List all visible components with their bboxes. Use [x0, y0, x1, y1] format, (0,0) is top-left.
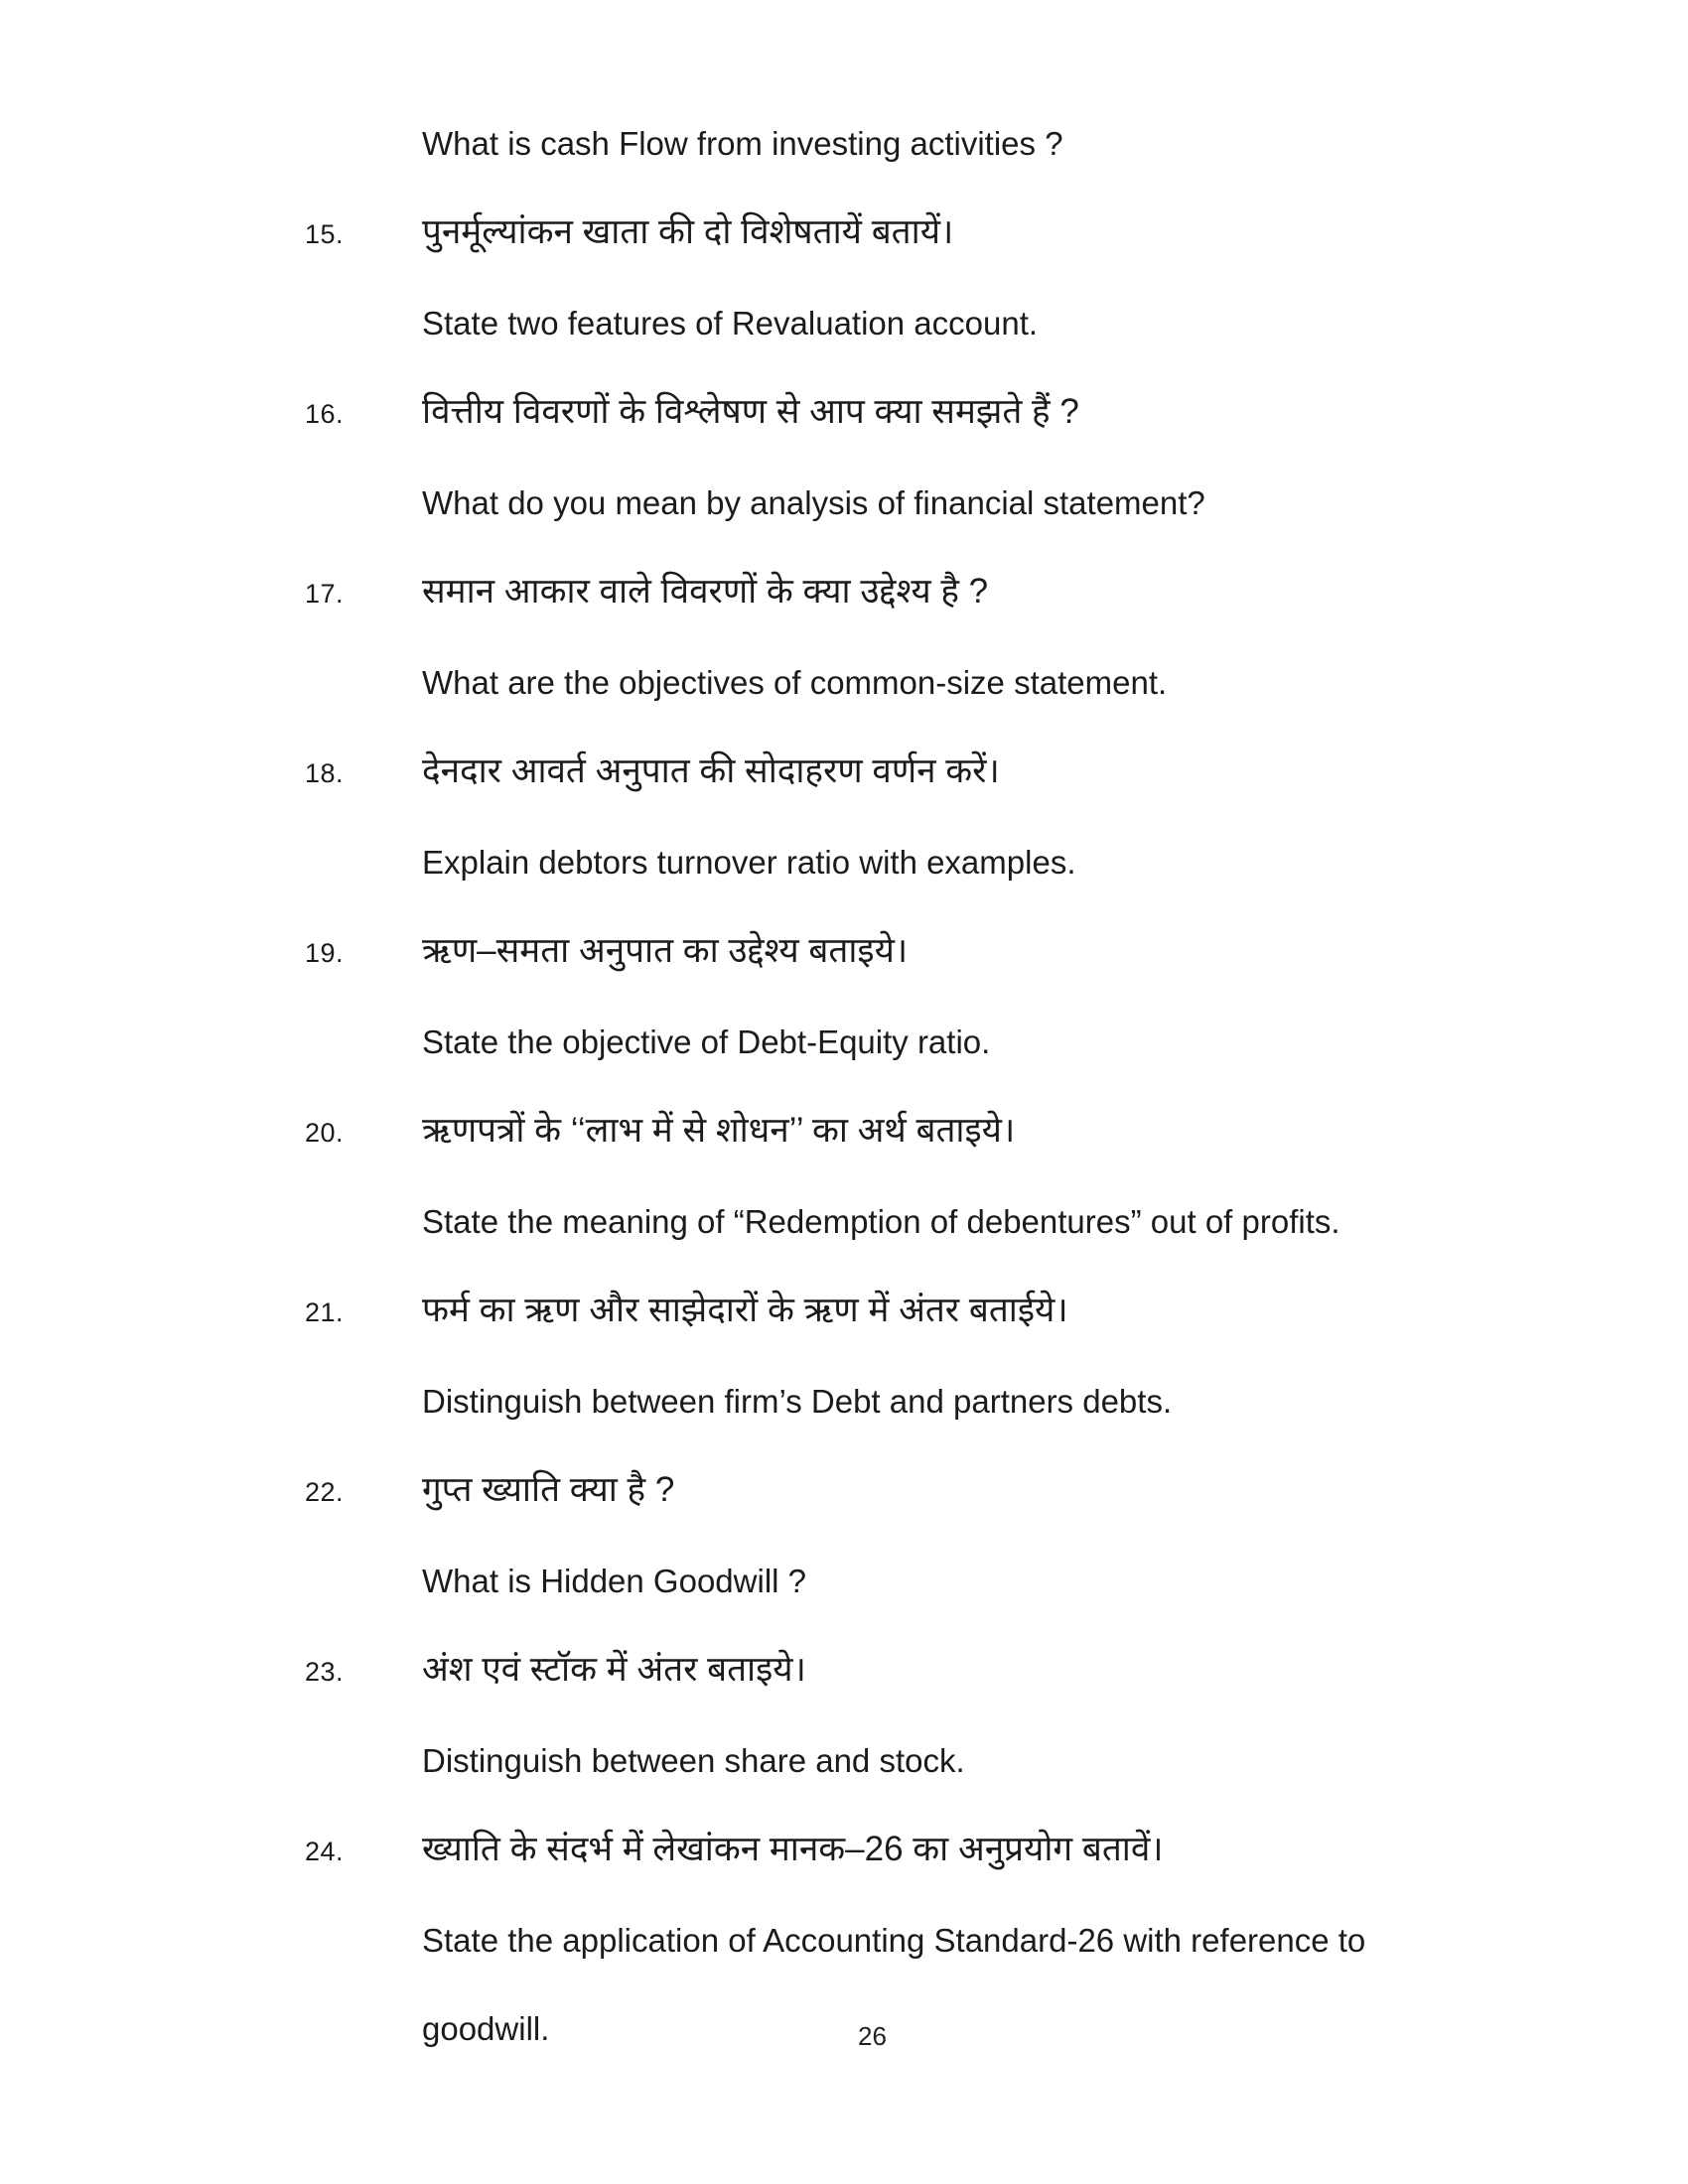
question-row	[305, 99, 1546, 188]
question-text-hindi: पुनर्मूल्यांकन खाता की दो विशेषतायें बतायें।	[422, 212, 954, 251]
question-row	[305, 1266, 1546, 1357]
question-row	[305, 1537, 1546, 1625]
question-row	[305, 1625, 1546, 1716]
question-number: 18.	[305, 758, 345, 788]
question-text-english: What are the objectives of common-size statement.	[422, 664, 1168, 701]
question-text-hindi: ख्याति के संदर्भ में लेखांकन मानक–26 का अनुप्रयोग बतावें।	[422, 1830, 1164, 1868]
question-row	[305, 1716, 1546, 1805]
question-text-hindi: समान आकार वाले विवरणों के क्या उद्देश्य है ?	[422, 572, 989, 611]
question-number: 17.	[305, 579, 345, 609]
question-number: 24.	[305, 1837, 345, 1866]
question-number: 15.	[305, 219, 345, 249]
question-text-english: State two features of Revaluation account.	[422, 305, 1039, 341]
question-row	[305, 998, 1546, 1086]
question-text-hindi: वित्तीय विवरणों के विश्लेषण से आप क्या समझते हैं ?	[422, 392, 1079, 431]
question-row	[305, 188, 1546, 279]
question-row	[305, 1177, 1546, 1266]
page-number: 26	[858, 2021, 887, 2051]
question-text-hindi: गुप्त ख्याति क्या है ?	[422, 1470, 675, 1509]
question-row	[305, 638, 1546, 727]
question-text-english: Explain debtors turnover ratio with examples.	[422, 844, 1076, 881]
question-row	[305, 279, 1546, 367]
question-row	[305, 547, 1546, 638]
question-text-hindi: देनदार आवर्त अनुपात की सोदाहरण वर्णन करें।	[422, 751, 1000, 790]
question-number: 23.	[305, 1657, 345, 1687]
question-row	[305, 459, 1546, 547]
question-list	[305, 99, 1546, 2073]
question-text-english: State the application of Accounting Standard-26 with reference to goodwill.	[422, 1922, 1366, 2047]
question-text-hindi: ऋणपत्रों के ‘‘लाभ में से शोधन’’ का अर्थ बताइये।	[422, 1111, 1016, 1150]
question-row	[305, 1445, 1546, 1537]
question-number: 19.	[305, 938, 345, 968]
question-row	[305, 727, 1546, 818]
question-row	[305, 818, 1546, 906]
question-row	[305, 1357, 1546, 1445]
question-row	[305, 1896, 1546, 2073]
question-text-english: What do you mean by analysis of financial statement?	[422, 484, 1205, 521]
question-text-english: Distinguish between share and stock.	[422, 1742, 965, 1779]
question-text-english: What is cash Flow from investing activities ?	[422, 125, 1063, 162]
question-number: 21.	[305, 1297, 345, 1327]
question-text-hindi: फर्म का ऋण और साझेदारों के ऋण में अंतर बताईये।	[422, 1291, 1068, 1329]
question-number: 16.	[305, 399, 345, 429]
question-row	[305, 1805, 1546, 1896]
question-text-hindi: ऋण–समता अनुपात का उद्देश्य बताइये।	[422, 931, 909, 970]
question-number: 20.	[305, 1118, 345, 1148]
question-number: 22.	[305, 1477, 345, 1507]
question-text-english: What is Hidden Goodwill ?	[422, 1563, 807, 1599]
question-text-english: State the objective of Debt-Equity ratio.	[422, 1024, 991, 1060]
question-text-english: State the meaning of “Redemption of debentures” out of profits.	[422, 1203, 1340, 1240]
question-text-hindi: अंश एवं स्टॉक में अंतर बताइये।	[422, 1650, 806, 1689]
question-text-english: Distinguish between firm’s Debt and partners debts.	[422, 1383, 1173, 1420]
question-row	[305, 1086, 1546, 1177]
question-row	[305, 367, 1546, 459]
question-row	[305, 906, 1546, 998]
